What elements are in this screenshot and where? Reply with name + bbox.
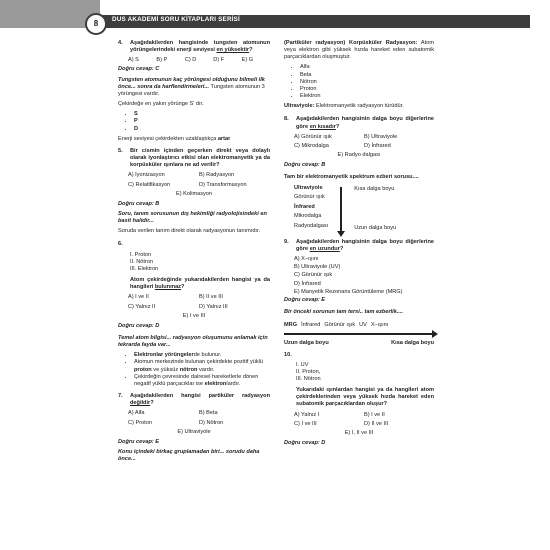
option-d[interactable]: D) İnfrared (364, 142, 391, 149)
option-e[interactable]: E) Kolimasyon (175, 190, 213, 197)
question-4: 4. Aşağıdakilerden hangisinde tungsten atomunun yörüngelerindeki enerji seviyesi en yüksektir? (118, 40, 270, 54)
question-5: 5. Bir cismin içinden geçerken direkt veya dolaylı olarak iyonlaştırıcı etkisi olan elektromanyetik ya da korpüsküler ışınlara ne ad verilir? (118, 147, 270, 169)
list-item: • S (134, 111, 270, 118)
option-e[interactable]: E) Manyetik Rezonans Görüntüleme (MRG) (294, 288, 403, 295)
option-a[interactable]: A) S (128, 57, 139, 64)
scale-item: X–ışını (370, 322, 389, 329)
short-wave-label: Kısa dalga boyu (391, 340, 434, 347)
option-d[interactable]: D) F (213, 57, 225, 64)
option-d[interactable]: D) II ve III (364, 420, 389, 427)
spectrum-item: İnfrared (294, 203, 315, 210)
list-item: • D (134, 126, 270, 133)
long-wave-label: Uzun dalga boyu (354, 224, 397, 231)
option-b[interactable]: B) Beta (199, 410, 218, 417)
spectrum-item: Görünür ışık (294, 194, 325, 201)
option-b[interactable]: B) Ultraviyole (UV) (294, 264, 341, 271)
particle-list (284, 64, 434, 100)
answer: Doğru cevap: D (118, 322, 160, 329)
option-a[interactable]: A) X–ışını (294, 256, 319, 263)
option-b[interactable]: B) I ve II (364, 411, 385, 418)
series-title: DUS AKADEMİ SORU KİTAPLARI SERİSİ (112, 16, 240, 23)
option-c[interactable]: C) Yalnız II (128, 303, 156, 310)
scale-item: Görünür ışık (324, 322, 356, 329)
spectrum-item: Ultraviyole (294, 184, 323, 191)
orbital-list (118, 111, 270, 132)
page-number: 8 (85, 13, 107, 35)
question-7: 7. Aşağıdakilerden hangisi partiküler radyasyon değildir? (118, 393, 270, 407)
question-6 (118, 241, 270, 248)
option-e[interactable]: E) Ultraviyole (177, 428, 211, 435)
explanation: Soru, tanım sorusunun dış hekimliği radyolojisindeki en basit halidir... (118, 210, 267, 225)
spectrum-item: Mikrodalga (294, 213, 322, 220)
statement: I. UV (296, 361, 309, 368)
statement: III. Elektron (130, 265, 159, 272)
right-column (284, 40, 434, 450)
statement: II. Nötron (130, 258, 154, 265)
option-a[interactable]: A) Alfa (128, 410, 145, 417)
scale-item: MRG (284, 322, 298, 329)
scale-item: UV (359, 322, 367, 329)
option-c[interactable]: C) Mikrodalga (294, 142, 329, 149)
atom-facts (118, 352, 270, 388)
option-e[interactable]: E) G (241, 57, 254, 64)
scale-item: İnfrared (301, 322, 321, 329)
answer: Doğru cevap: C (118, 66, 160, 73)
option-a[interactable]: A) Görünür ışık (294, 133, 332, 140)
spectrum-item: Radyodalgası (294, 223, 329, 230)
question-number: 6. (118, 241, 123, 248)
list-item: • Elektron (300, 93, 434, 100)
explanation: (Partiküler radyasyon) Korpüsküler Radyasyon: Atom veya elektron gibi yüksek hızda hareket eden subatomik parçacıklardan oluşmuştur. (284, 40, 434, 61)
option-a[interactable]: A) İyonizasyon (128, 172, 165, 179)
option-e[interactable]: E) I ve III (182, 312, 206, 319)
statement: III. Nötron (296, 375, 321, 382)
option-c[interactable]: C) Proton (128, 419, 152, 426)
statement-list (296, 362, 434, 383)
question-number: 5. (118, 147, 123, 154)
explanation: Konu içindeki birkaç gruplamadan biri... sorudu daha önce... (118, 449, 260, 463)
option-c[interactable]: C) I ve III (294, 420, 317, 427)
spectrum-diagram (294, 185, 434, 233)
explanation: Soruda verilen tanım direkt olarak radyasyonun tanımıdır. (118, 228, 261, 235)
explanation: Tungsten atomunun kaç yörüngesi olduğunu bilmeli ilk önce... sonra da harflendirmeleri... Tungsten atomunun 3 yörüngesi vardır. (118, 76, 265, 97)
option-b[interactable]: B) II ve III (199, 294, 223, 301)
option-a[interactable]: A) Yalnız I (294, 411, 320, 418)
option-e[interactable]: E) I, II ve III (344, 429, 374, 436)
explanation: Enerji seviyesi çekirdekten uzaklaştıkça artar (118, 135, 231, 142)
question-number: 8. (284, 116, 289, 123)
spectrum-title: Tam bir elektromanyetik spektrum ezberi sorusu.... (284, 174, 419, 181)
option-c[interactable]: C) Görünür ışık (294, 272, 333, 279)
statement: I. Proton (130, 251, 152, 258)
option-a[interactable]: A) I ve II (128, 294, 149, 301)
answer: Doğru cevap: E (118, 438, 160, 445)
explanation: Temel atom bilgisi... radyasyon oluşumunu anlamak için tekrarda fayda var... (118, 335, 268, 349)
short-wave-label: Kısa dalga boyu (354, 185, 395, 192)
option-b[interactable]: B) Ultraviyole (364, 133, 398, 140)
question-9: 9. Aşağıdakilerden hangisinin dalga boyu diğerlerine göre en uzundur? (284, 238, 434, 252)
option-d[interactable]: D) Transformasyon (199, 181, 247, 188)
option-b[interactable]: B) P (156, 57, 168, 64)
option-e[interactable]: E) Radyo dalgası (337, 152, 381, 159)
option-d[interactable]: D) Nötron (199, 419, 224, 426)
left-column (118, 40, 270, 466)
option-c[interactable]: C) D (184, 57, 197, 64)
answer: Doğru cevap: B (118, 200, 160, 207)
statement-list (130, 252, 270, 273)
option-d[interactable]: D) Yalnız III (199, 303, 228, 310)
question-stem: Yukarıdaki ışınlardan hangisi ya da hangileri atom çekirdeklerinden veya yüksek hızda hareket eden subatomik parçacıklardan oluşur? (296, 387, 434, 408)
question-10 (284, 352, 434, 359)
question-number: 7. (118, 393, 123, 400)
list-item: • Elektronlar yörüngelerde bulunur. (134, 352, 270, 359)
question-stem: Atom çekirdeğinde yukarıdakilerden hangisi ya da hangileri bulunmaz? (130, 277, 270, 291)
statement: II. Proton, (296, 368, 321, 375)
wavelength-scale (284, 322, 434, 329)
list-item: • Atomun merkezinde bulunan çekirdekte pozitif yüklü proton ve yüksüz nötron vardır. (134, 359, 270, 373)
list-item: • Proton (300, 86, 434, 93)
answer: Doğru cevap: D (284, 440, 326, 447)
spectrum-list (294, 185, 328, 233)
explanation: Bir önceki sorunun tam tersi.. tam ezberlik.... (284, 309, 404, 316)
list-item: • Çekirdeğin çevresinde dairesel hareketlerle dönen negatif yüklü parçacıklar ise elektronlardır. (134, 374, 270, 388)
list-item: • Alfa (300, 64, 434, 71)
explanation: Ultraviyole: Elektromanyetik radyasyon türüdür. (284, 103, 404, 110)
question-number: 9. (284, 238, 289, 245)
option-d[interactable]: D) İnfrared (294, 280, 321, 287)
option-b[interactable]: B) Radyasyon (199, 172, 235, 179)
list-item: • Beta (300, 72, 434, 79)
option-c[interactable]: C) Relatifikasyon (128, 181, 171, 188)
question-8: 8. Aşağıdakilerden hangisinin dalga boyu diğerlerine göre en kısadır? (284, 116, 434, 130)
answer: Doğru cevap: B (284, 162, 326, 169)
down-arrow-icon (334, 185, 348, 233)
answer: Doğru cevap: E (284, 296, 326, 303)
question-number: 10. (284, 351, 292, 358)
long-wave-label: Uzun dalga boyu (284, 340, 329, 347)
options-row (128, 57, 270, 64)
list-item: • P (134, 118, 270, 125)
right-arrow-icon (284, 330, 434, 338)
explanation: Çekirdeğe en yakın yörünge S' dır. (118, 101, 204, 108)
question-number: 4. (118, 40, 123, 46)
list-item: • Nötron (300, 79, 434, 86)
